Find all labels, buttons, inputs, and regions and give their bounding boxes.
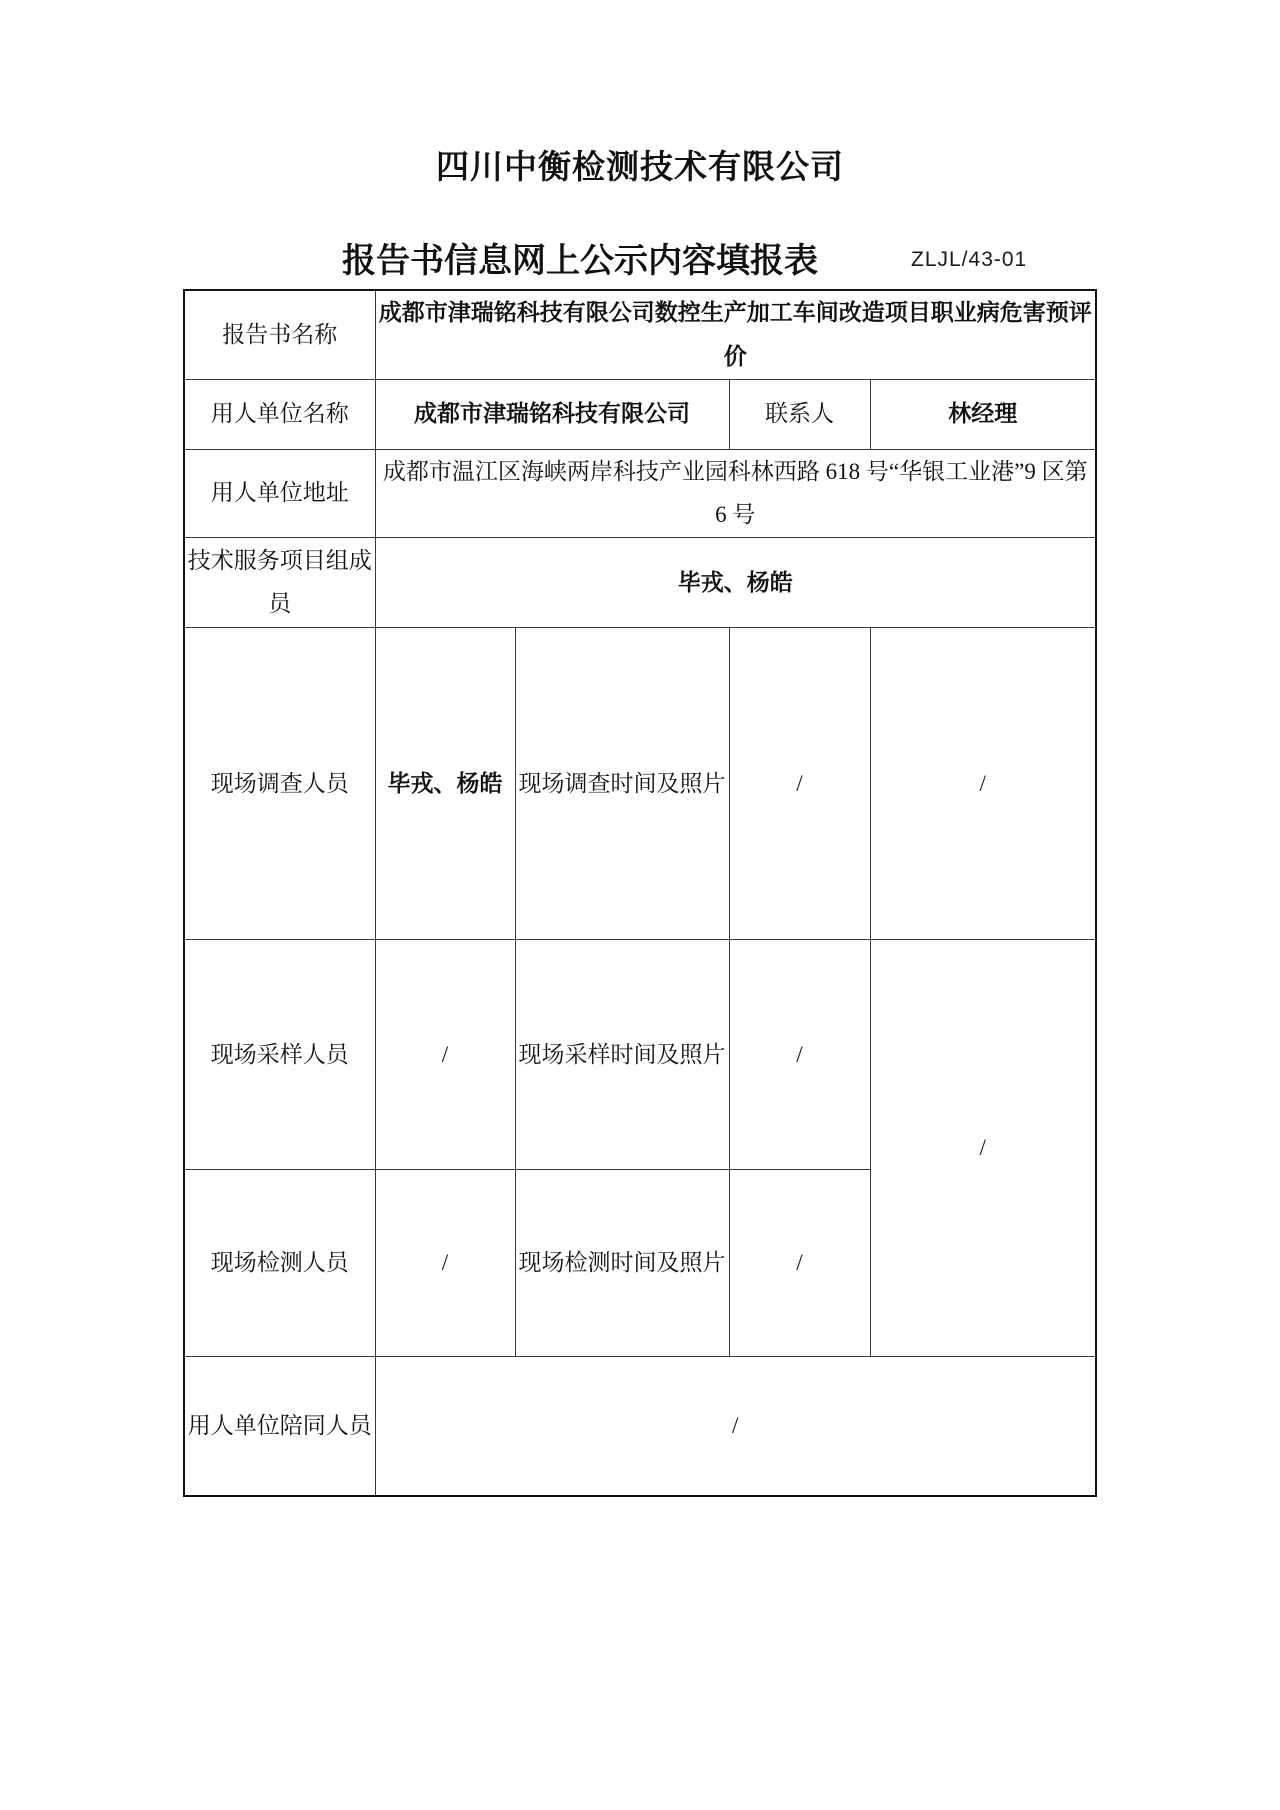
contact-label: 联系人 — [729, 379, 870, 449]
site-sampling-time-label: 现场采样时间及照片 — [515, 939, 729, 1169]
site-survey-time-label: 现场调查时间及照片 — [515, 627, 729, 939]
accompanying-value: / — [375, 1356, 1096, 1496]
form-code: ZLJL/43-01 — [911, 248, 1028, 271]
row-employer-name — [184, 379, 1096, 449]
site-testing-label: 现场检测人员 — [184, 1169, 375, 1356]
employer-address-label: 用人单位地址 — [184, 449, 375, 537]
row-accompanying — [184, 1356, 1096, 1496]
site-survey-personnel: 毕戎、杨皓 — [375, 627, 515, 939]
site-sampling-label: 现场采样人员 — [184, 939, 375, 1169]
site-testing-time-value: / — [729, 1169, 870, 1356]
employer-name-value: 成都市津瑞铭科技有限公司 — [375, 379, 729, 449]
site-survey-label: 现场调查人员 — [184, 627, 375, 939]
site-testing-time-label: 现场检测时间及照片 — [515, 1169, 729, 1356]
row-project-team — [184, 537, 1096, 627]
contact-value: 林经理 — [870, 379, 1096, 449]
row-employer-address — [184, 449, 1096, 537]
row-site-survey — [184, 627, 1096, 939]
report-info-table — [183, 289, 1097, 1497]
site-sampling-personnel: / — [375, 939, 515, 1169]
project-team-value: 毕戎、杨皓 — [375, 537, 1096, 627]
row-site-sampling — [184, 939, 1096, 1169]
site-survey-extra-value: / — [870, 627, 1096, 939]
site-sampling-time-value: / — [729, 939, 870, 1169]
employer-name-label: 用人单位名称 — [184, 379, 375, 449]
form-title: 报告书信息网上公示内容填报表 — [342, 242, 818, 280]
project-team-label: 技术服务项目组成员 — [184, 537, 375, 627]
report-name-label: 报告书名称 — [184, 290, 375, 379]
site-survey-time-value: / — [729, 627, 870, 939]
employer-address-value: 成都市温江区海峡两岸科技产业园科林西路 618 号“华银工业港”9 区第 6 号 — [375, 449, 1096, 537]
accompanying-label: 用人单位陪同人员 — [184, 1356, 375, 1496]
report-name-value: 成都市津瑞铭科技有限公司数控生产加工车间改造项目职业病危害预评价 — [375, 290, 1096, 379]
merged-photo-cell: / — [870, 939, 1096, 1356]
company-title: 四川中衡检测技术有限公司 — [436, 148, 844, 185]
row-report-name — [184, 290, 1096, 379]
site-testing-personnel: / — [375, 1169, 515, 1356]
